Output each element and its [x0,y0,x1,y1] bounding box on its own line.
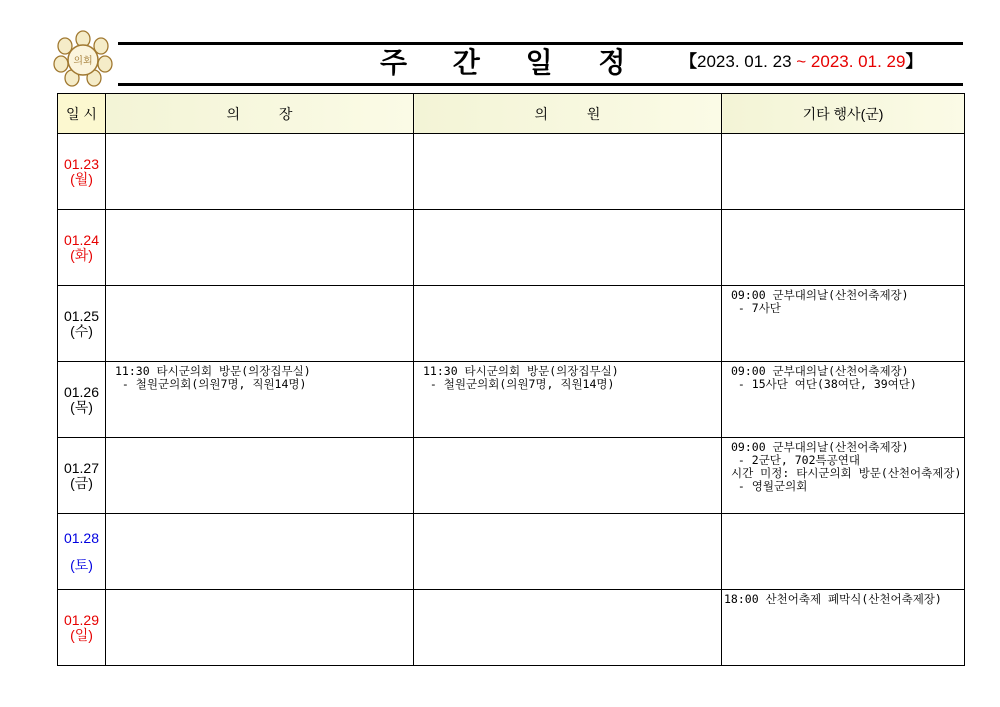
weekday-text: (화) [70,246,93,263]
weekly-schedule-table [57,93,965,666]
table-row [58,514,965,590]
weekday-text: (목) [70,398,93,415]
weekday-text: (수) [70,322,93,339]
range-open-bracket: 【 [680,52,697,71]
day-cell [58,438,106,514]
weekday-text: (월) [70,170,93,187]
member-cell [414,514,722,590]
member-text: 11:30 타시군의회 방문(의장집무실) - 철원군의회(의원7명, 직원14명) [423,364,619,391]
member-cell [414,286,722,362]
other-cell [722,362,965,438]
table-row [58,134,965,210]
day-cell [58,286,106,362]
council-emblem-logo [50,30,116,88]
other-text: 18:00 산천어축제 폐막식(산천어축제장) [724,592,942,606]
other-text: 09:00 군부대의날(산천어축제장) - 15사단 여단(38여단, 39여단) [731,364,917,391]
table-header-row [58,94,965,134]
member-text [414,210,721,213]
date-range [680,52,922,72]
weekday-text: (일) [70,626,93,643]
table-row [58,438,965,514]
date-text: 01.27 [63,459,100,476]
member-cell [414,210,722,286]
table-row [58,590,965,666]
other-text [722,210,964,213]
chair-text [106,438,413,441]
member-cell [414,438,722,514]
member-cell [414,134,722,210]
other-text [722,514,964,517]
member-cell [414,590,722,666]
chair-text [106,134,413,137]
member-cell [414,362,722,438]
table-row [58,286,965,362]
member-text [414,134,721,137]
chair-text [106,514,413,517]
chair-cell [106,286,414,362]
col-header-day: 일 시 [58,94,106,134]
day-cell [58,514,106,590]
page-title: 주 간 일 정 [380,46,644,79]
table-row [58,210,965,286]
member-text [414,514,721,517]
chair-text [106,286,413,289]
col-header-other: 기타 행사(군) [722,94,965,134]
member-text [414,590,721,593]
chair-text: 11:30 타시군의회 방문(의장집무실) - 철원군의회(의원7명, 직원14명) [115,364,311,391]
chair-text [106,590,413,593]
table-row [58,362,965,438]
other-text: 09:00 군부대의날(산천어축제장) - 7사단 [731,288,909,315]
other-text: 09:00 군부대의날(산천어축제장) - 2군단, 702특공연대 시간 미정: 타시군의회 방문(산천어축제장) - 영월군의회 [731,440,962,493]
other-cell [722,134,965,210]
range-end: 2023. 01. 29 [810,52,906,71]
chair-cell [106,362,414,438]
day-cell [58,210,106,286]
header-rule-bottom [118,83,963,86]
other-cell [722,438,965,514]
col-header-member: 의 원 [414,94,722,134]
date-text: 01.24 [63,231,100,248]
other-cell [722,210,965,286]
day-cell [58,134,106,210]
chair-text [106,210,413,213]
chair-cell [106,438,414,514]
range-close-bracket: 】 [905,52,923,71]
member-text [414,438,721,441]
day-cell [58,362,106,438]
chair-cell [106,514,414,590]
chair-cell [106,210,414,286]
col-header-chair: 의 장 [106,94,414,134]
chair-cell [106,590,414,666]
range-separator: ~ [791,52,811,71]
day-cell [58,590,106,666]
other-cell [722,514,965,590]
logo-text: 의회 [73,56,93,67]
other-text [722,134,964,137]
date-text: 01.29 [63,611,100,628]
date-text: 01.28 [63,529,100,546]
range-start: 2023. 01. 23 [697,52,792,71]
date-text: 01.23 [63,155,100,172]
date-text: 01.25 [63,307,100,324]
chair-cell [106,134,414,210]
weekday-text: (토) [70,556,93,573]
weekday-text: (금) [70,474,93,491]
date-text: 01.26 [63,383,100,400]
other-cell [722,286,965,362]
member-text [414,286,721,289]
other-cell [722,590,965,666]
